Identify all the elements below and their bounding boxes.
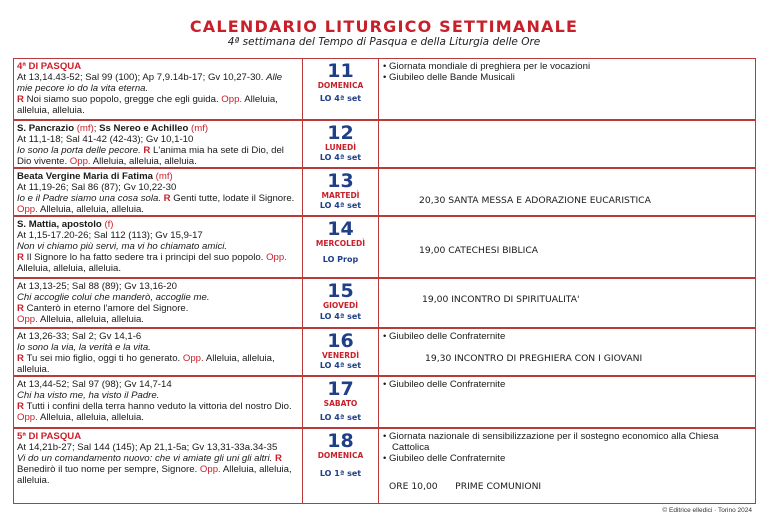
- parish-event: 20,30 SANTA MESSA E ADORAZIONE EUCARISTICA: [419, 195, 651, 206]
- date-cell: [303, 429, 379, 503]
- weekday-name: LUNEDÌ: [324, 143, 357, 152]
- bullet-item: • Giubileo delle Bande Musicali: [383, 72, 515, 83]
- celebration-title: S. Pancrazio: [17, 123, 75, 134]
- date-cell: [303, 329, 379, 375]
- readings-refs: At 11,1-18; Sal 41-42 (42-43); Gv 10,1-10: [17, 134, 194, 145]
- notes-cell: [379, 329, 755, 375]
- readings-refs: At 13,26-33; Sal 2; Gv 14,1-6: [17, 331, 142, 342]
- office-week: LO 1ª set: [319, 469, 362, 478]
- bullet-item: • Giubileo delle Confraternite: [383, 453, 506, 464]
- opp-label: Opp.: [69, 156, 91, 167]
- notes-cell: [379, 121, 755, 167]
- opp-label: Opp.: [266, 252, 287, 263]
- readings-cell: [14, 217, 303, 277]
- office-week: LO 4ª set: [319, 94, 362, 103]
- notes-cell: [379, 169, 755, 215]
- day-row-14: [13, 216, 756, 278]
- response-text: Noi siamo suo popolo, gregge che egli guida.: [26, 94, 219, 105]
- publisher-credit: © Editrice elledici · Torino 2024: [662, 507, 752, 514]
- response-text: Canterò in eterno l'amore del Signore.: [26, 303, 189, 314]
- alleluia-text: Alleluia, alleluia, alleluia.: [39, 204, 144, 215]
- antiphon: Non vi chiamo più servi, ma vi ho chiamato amici.: [17, 241, 228, 252]
- office-week: LO 4ª set: [319, 153, 362, 162]
- alleluia-text: Alleluia, alleluia, alleluia.: [17, 94, 278, 116]
- rank-label-2: (mf): [191, 123, 209, 134]
- response-label: R: [143, 145, 151, 156]
- opp-label: Opp.: [17, 412, 38, 423]
- antiphon: Chi ha visto me, ha visto il Padre.: [17, 390, 160, 401]
- alleluia-text: Alleluia, alleluia, alleluia.: [17, 353, 275, 375]
- antiphon: Alle mie pecore io do la vita eterna.: [17, 72, 283, 94]
- antiphon: Io e il Padre siamo una cosa sola.: [17, 193, 161, 204]
- weekday-name: GIOVEDÌ: [322, 301, 359, 310]
- notes-cell: [379, 377, 755, 427]
- response-text: Benedirò il tuo nome per sempre, Signore.: [17, 464, 198, 475]
- day-row-11: [13, 58, 756, 120]
- day-number: 17: [327, 378, 354, 400]
- response-text: L'anima mia ha sete di Dio, del Dio vivente.: [17, 145, 284, 167]
- parish-event: ORE 10,00 PRIME COMUNIONI: [389, 481, 542, 492]
- celebration-title: S. Mattia, apostolo: [17, 219, 102, 230]
- alleluia-text: Alleluia, alleluia, alleluia.: [92, 156, 197, 167]
- readings-refs: At 13,44-52; Sal 97 (98); Gv 14,7-14: [17, 379, 172, 390]
- bullet-item: • Giornata mondiale di preghiera per le vocazioni: [383, 61, 591, 72]
- opp-label: Opp.: [182, 353, 204, 364]
- response-label: R: [17, 353, 24, 364]
- day-row-17: [13, 376, 756, 428]
- day-number: 11: [327, 60, 354, 82]
- readings-refs: At 13,14.43-52; Sal 99 (100); Ap 7,9.14b-17; Gv 10,27-30.: [17, 72, 264, 83]
- parish-event: 19,00 CATECHESI BIBLICA: [419, 245, 539, 256]
- readings-cell: [14, 169, 303, 215]
- office-week: LO Prop: [322, 255, 359, 264]
- notes-cell: [379, 279, 755, 327]
- antiphon: Vi do un comandamento nuovo: che vi amiate gli uni gli altri.: [17, 453, 273, 464]
- day-number: 16: [327, 330, 354, 352]
- readings-cell: [14, 377, 303, 427]
- readings-refs: At 1,15-17.20-26; Sal 112 (113); Gv 15,9-17: [17, 230, 203, 241]
- bullet-item: • Giubileo delle Confraternite: [383, 331, 506, 342]
- antiphon: Io sono la porta delle pecore.: [17, 145, 141, 156]
- weekday-name: DOMENICA: [317, 451, 364, 460]
- response-label: R: [17, 401, 24, 412]
- opp-label: Opp.: [199, 464, 221, 475]
- day-row-13: [13, 168, 756, 216]
- response-text: Tu sei mio figlio, oggi ti ho generato.: [26, 353, 181, 364]
- date-cell: [303, 217, 379, 277]
- day-row-18: [13, 428, 756, 504]
- readings-refs: At 13,13-25; Sal 88 (89); Gv 13,16-20: [17, 281, 177, 292]
- page-subtitle: 4ª settimana del Tempo di Pasqua e della Liturgia delle Ore: [227, 36, 541, 48]
- readings-refs: At 14,21b-27; Sal 144 (145); Ap 21,1-5a; Gv 13,31-33a.34-35: [17, 442, 278, 453]
- rank-label: (mf): [76, 123, 94, 134]
- readings-cell: S. Pancrazio (mf); Ss Nereo e Achilleo (mf) At 11,1-18; Sal 41-42 (42-43); Gv 10,1-10 Io sono la porta delle pecore. R L'anima mia ha sete di Dio, del Dio vivente. Opp. Alleluia, alleluia, alleluia.: [14, 121, 303, 167]
- office-week: LO 4ª set: [319, 201, 362, 210]
- readings-refs: At 11,19-26; Sal 86 (87); Gv 10,22-30: [17, 182, 177, 193]
- office-week: LO 4ª set: [319, 312, 362, 321]
- celebration-title: 4ª DI PASQUA: [17, 61, 82, 72]
- day-row-16: [13, 328, 756, 376]
- bullet-item: • Giubileo delle Confraternite: [383, 379, 506, 390]
- day-row-15: [13, 278, 756, 328]
- antiphon: Io sono la via, la verità e la vita.: [17, 342, 151, 353]
- office-week: LO 4ª set: [319, 413, 362, 422]
- date-cell: [303, 121, 379, 167]
- weekday-name: SABATO: [323, 399, 358, 408]
- notes-cell: [379, 59, 755, 119]
- readings-cell: [14, 329, 303, 375]
- weekday-name: MARTEDÌ: [321, 191, 360, 200]
- rank-label: (mf): [155, 171, 173, 182]
- parish-event: 19,30 INCONTRO DI PREGHIERA CON I GIOVANI: [425, 353, 643, 364]
- opp-label: Opp.: [17, 204, 38, 215]
- response-label: R: [17, 94, 24, 105]
- opp-label: Opp.: [17, 314, 38, 325]
- readings-cell: [14, 59, 303, 119]
- celebration-title: 5ª DI PASQUA: [17, 431, 82, 442]
- response-text: Tutti i confini della terra hanno veduto la vittoria del nostro Dio.: [26, 401, 292, 412]
- day-number: 18: [327, 430, 354, 452]
- alleluia-text: Alleluia, alleluia, alleluia.: [17, 263, 121, 274]
- response-label: R: [17, 303, 24, 314]
- response-label: R: [17, 252, 24, 263]
- day-number: 12: [327, 122, 354, 144]
- page-title: CALENDARIO LITURGICO SETTIMANALE: [189, 17, 579, 36]
- office-week: LO 4ª set: [319, 361, 362, 370]
- alleluia-text: Alleluia, alleluia, alleluia.: [39, 314, 144, 325]
- readings-cell: [14, 429, 303, 503]
- weekday-name: VENERDÌ: [321, 351, 360, 360]
- weekday-name: DOMENICA: [317, 81, 364, 90]
- day-number: 15: [327, 280, 354, 302]
- parish-event: 19,00 INCONTRO DI SPIRITUALITA': [422, 294, 580, 305]
- bullet-item: • Giornata nazionale di sensibilizzazione per il sostegno economico alla Chiesa Cattolica: [383, 431, 719, 453]
- celebration-title-2: Ss Nereo e Achilleo: [99, 123, 189, 134]
- day-number: 13: [327, 170, 354, 192]
- alleluia-text: Alleluia, alleluia, alleluia.: [17, 464, 292, 486]
- response-label: R: [163, 193, 171, 204]
- opp-label: Opp.: [221, 94, 243, 105]
- day-row-12: [13, 120, 756, 168]
- notes-cell: [379, 217, 755, 277]
- readings-cell: [14, 279, 303, 327]
- date-cell: [303, 169, 379, 215]
- day-number: 14: [327, 218, 354, 240]
- alleluia-text: Alleluia, alleluia, alleluia.: [39, 412, 144, 423]
- date-cell: [303, 59, 379, 119]
- response-label: R: [274, 453, 282, 464]
- antiphon: Chi accoglie colui che manderò, accoglie me.: [17, 292, 210, 303]
- date-cell: [303, 377, 379, 427]
- response-text: Il Signore lo ha fatto sedere tra i principi del suo popolo.: [26, 252, 264, 263]
- rank-label: (f): [104, 219, 114, 230]
- celebration-title: Beata Vergine Maria di Fatima: [17, 171, 153, 182]
- notes-cell: [379, 429, 755, 503]
- date-cell: [303, 279, 379, 327]
- weekday-name: MERCOLEDÌ: [315, 239, 366, 248]
- response-text: Genti tutte, lodate il Signore.: [173, 193, 295, 204]
